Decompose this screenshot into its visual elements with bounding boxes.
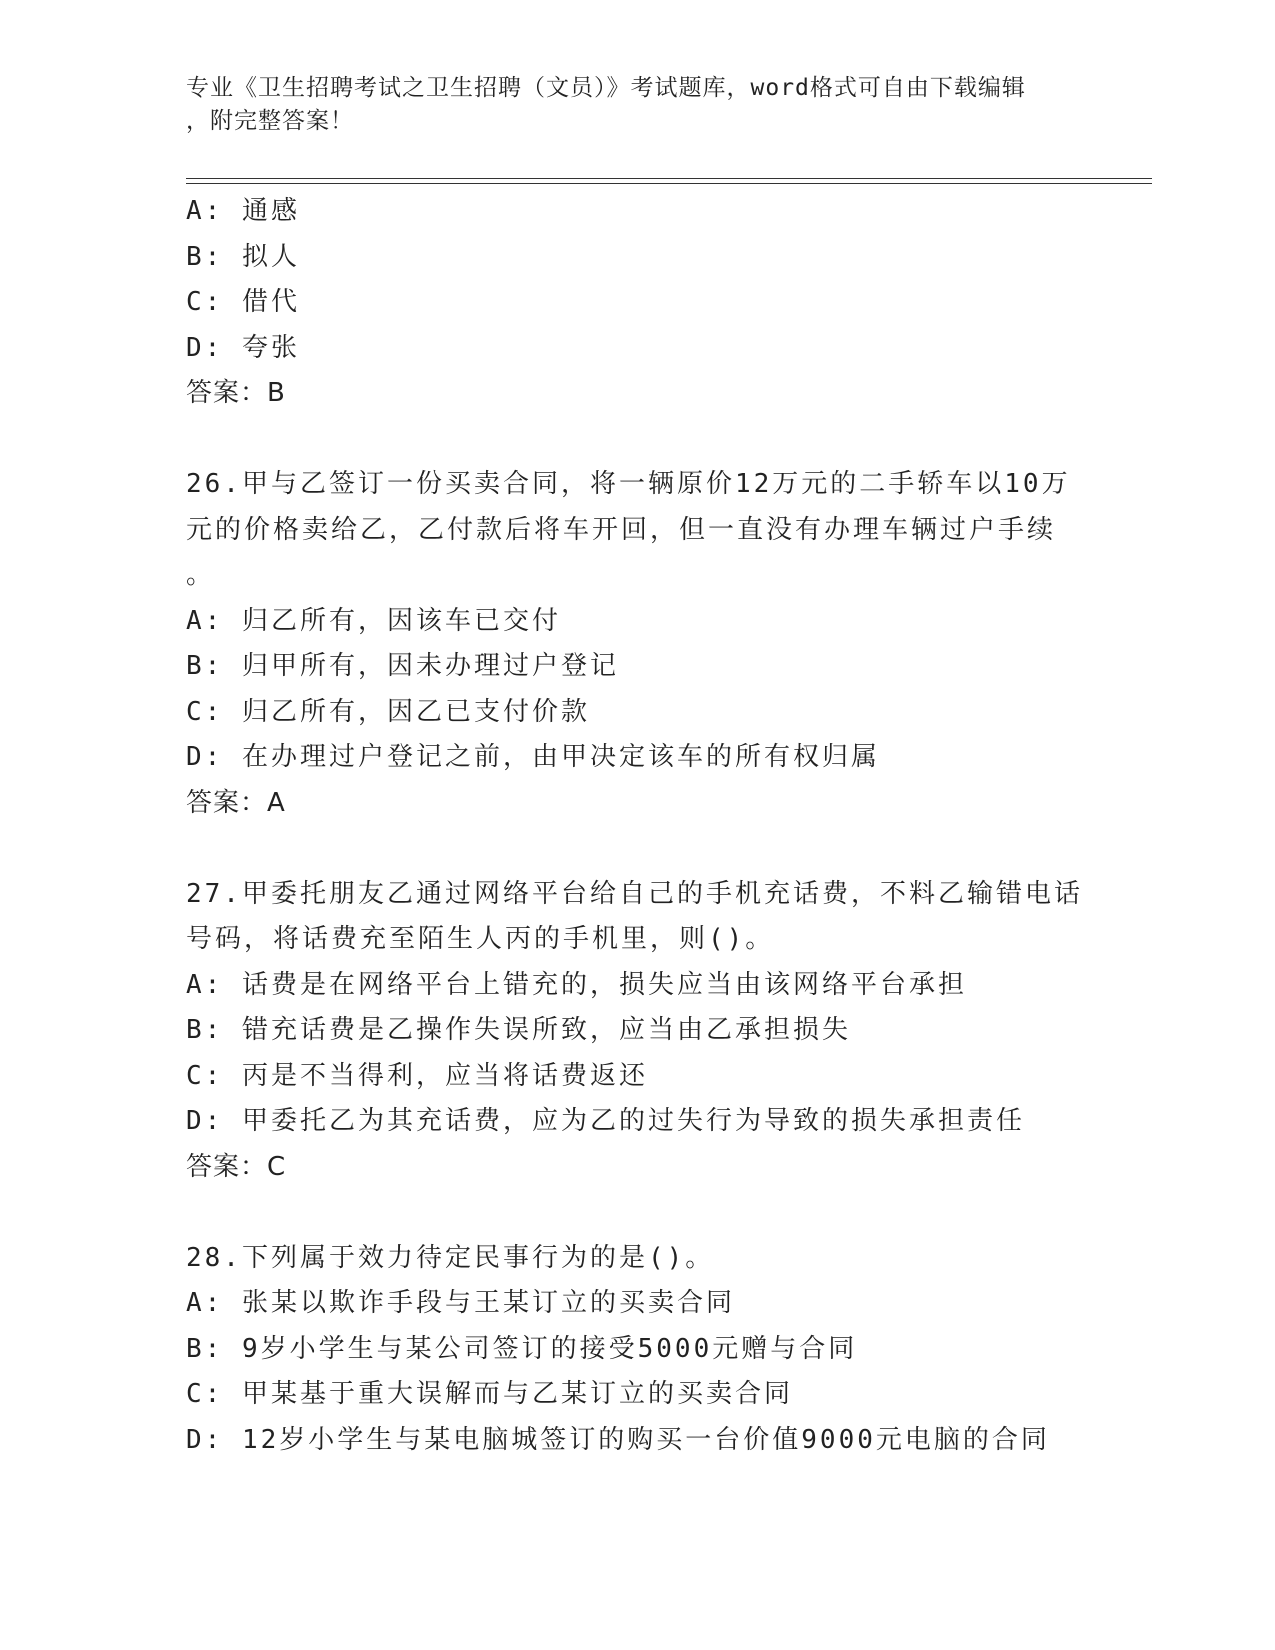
option-a: A: 话费是在网络平台上错充的，损失应当由该网络平台承担: [186, 969, 967, 1000]
question-25-block: [186, 189, 1106, 417]
answer-line: 答案：C: [186, 1151, 287, 1182]
question-stem-line: 号码，将话费充至陌生人丙的手机里，则()。: [186, 924, 775, 954]
option-a: A: 通感: [186, 196, 300, 226]
option-d: D: 甲委托乙为其充话费，应为乙的过失行为导致的损失承担责任: [186, 1106, 1025, 1136]
question-stem-line: 26.甲与乙签订一份买卖合同，将一辆原价12万元的二手轿车以10万: [186, 469, 1071, 499]
option-c: C: 借代: [186, 287, 300, 317]
header-line-1: 专业《卫生招聘考试之卫生招聘（文员）》考试题库，word格式可自由下载编辑: [186, 75, 1026, 101]
option-d: D: 夸张: [186, 332, 300, 363]
header-rule-bottom: [186, 183, 1152, 184]
option-b: B: 9岁小学生与某公司签订的接受5000元赠与合同: [186, 1333, 858, 1364]
question-list: [186, 189, 1106, 1463]
option-a: A: 归乙所有，因该车已交付: [186, 605, 561, 636]
question-stem-line: 。: [186, 560, 216, 590]
header-rule-top: [186, 178, 1152, 179]
option-d: D: 在办理过户登记之前，由甲决定该车的所有权归属: [186, 742, 880, 772]
header-line-2: ，附完整答案！: [186, 108, 354, 134]
answer-line: 答案：A: [186, 787, 286, 818]
option-a: A: 张某以欺诈手段与王某订立的买卖合同: [186, 1288, 735, 1318]
spacer: [186, 1190, 1106, 1236]
option-d: D: 12岁小学生与某电脑城签订的购买一台价值9000元电脑的合同: [186, 1424, 1050, 1455]
question-stem-line: 28.下列属于效力待定民事行为的是()。: [186, 1242, 715, 1273]
option-c: C: 丙是不当得利，应当将话费返还: [186, 1060, 648, 1091]
option-c: C: 甲某基于重大误解而与乙某订立的买卖合同: [186, 1379, 793, 1409]
option-b: B: 归甲所有，因未办理过户登记: [186, 651, 619, 681]
option-b: B: 拟人: [186, 241, 300, 272]
option-c: C: 归乙所有，因乙已支付价款: [186, 696, 590, 727]
spacer: [186, 826, 1106, 872]
question-stem-line: 27.甲委托朋友乙通过网络平台给自己的手机充话费，不料乙输错电话: [186, 878, 1083, 909]
spacer: [186, 417, 1106, 463]
option-b: B: 错充话费是乙操作失误所致，应当由乙承担损失: [186, 1015, 851, 1045]
question-26-block: [186, 462, 1106, 826]
question-27-block: [186, 872, 1106, 1191]
question-28-block: [186, 1236, 1106, 1464]
answer-line: 答案：B: [186, 378, 286, 408]
document-header: [186, 72, 1066, 138]
question-stem-line: 元的价格卖给乙，乙付款后将车开回，但一直没有办理车辆过户手续: [186, 514, 1057, 545]
